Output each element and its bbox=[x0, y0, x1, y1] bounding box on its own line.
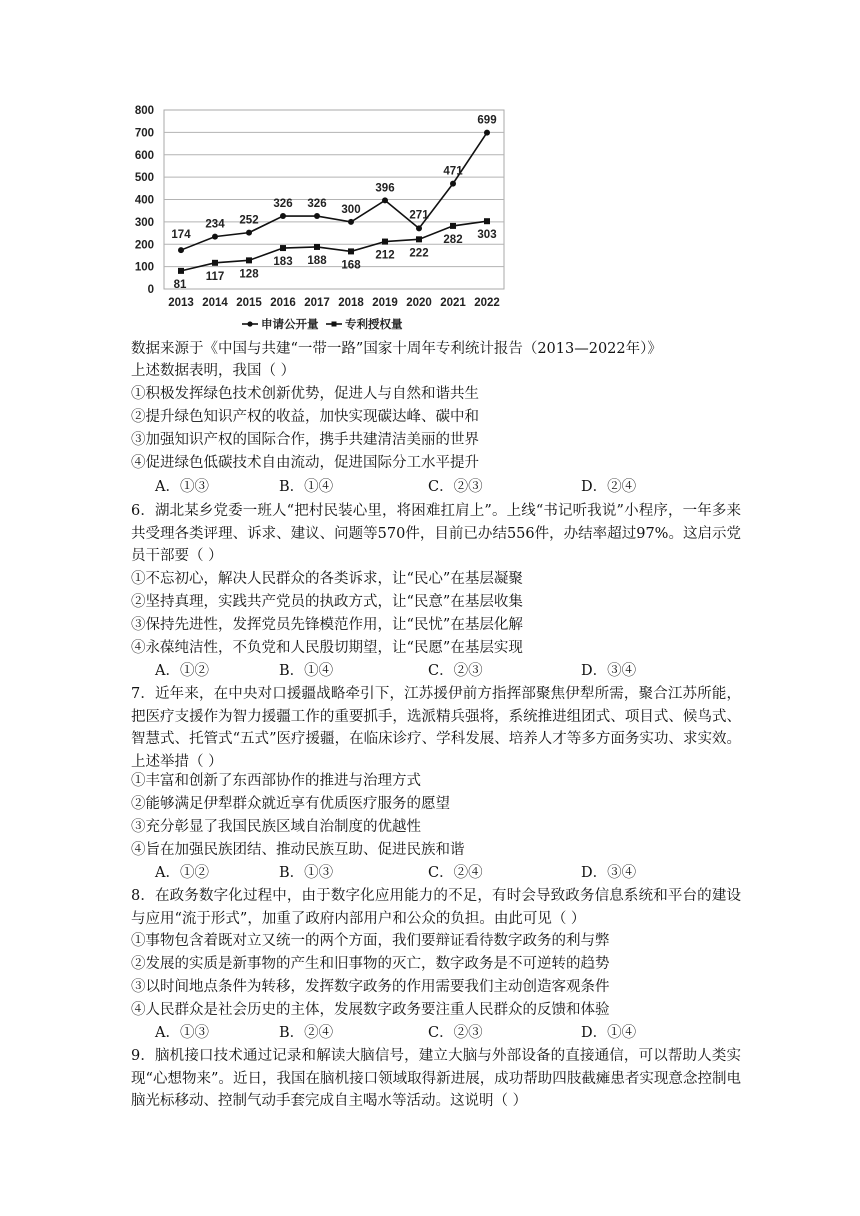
x-tick-label: 2022 bbox=[474, 297, 500, 309]
data-label: 174 bbox=[171, 229, 191, 242]
q7-stem: 7．近年来，在中央对口援疆战略牵引下，江苏援伊前方指挥部聚焦伊犁所需，聚合江苏所能，把医疗支援作为智力援疆工作的重要抓手，选派精兵强将，系统推进组团式、项目式、候鸟式、智慧式、托管式“五式”医疗援疆，在临床诊疗、学科发展、培养人才等多方面务实功、求实效。上述举措（ ） bbox=[131, 686, 741, 770]
data-point bbox=[484, 218, 490, 224]
q5-item-4: ④促进绿色低碳技术自由流动，促进国际分工水平提升 bbox=[131, 455, 479, 471]
data-point bbox=[178, 247, 184, 253]
series-line-1 bbox=[181, 133, 487, 250]
q5-item-2: ②提升绿色知识产权的收益，加快实现碳达峰、碳中和 bbox=[131, 409, 479, 425]
legend-marker bbox=[247, 321, 252, 326]
q6-option-d[interactable]: D．③④ bbox=[581, 663, 637, 679]
data-point bbox=[348, 219, 354, 225]
legend-label: 专利授权量 bbox=[345, 319, 403, 331]
q8-item-2: ②发展的实质是新事物的产生和旧事物的灭亡，数字政务是不可逆转的趋势 bbox=[131, 956, 610, 972]
patent-line-chart bbox=[128, 100, 508, 332]
q6-item-3: ③保持先进性，发挥党员先锋模范作用，让“民忧”在基层化解 bbox=[131, 617, 523, 633]
data-label: 300 bbox=[341, 203, 361, 216]
x-tick-label: 2018 bbox=[338, 297, 364, 309]
x-tick-label: 2019 bbox=[372, 297, 398, 309]
chart-legend bbox=[242, 317, 403, 331]
data-point bbox=[348, 248, 354, 254]
data-point bbox=[382, 197, 388, 203]
y-tick-label: 700 bbox=[134, 127, 154, 140]
data-label: 326 bbox=[307, 198, 327, 211]
chart-source: 数据来源于《中国与共建“一带一路”国家十周年专利统计报告（2013—2022年）》 bbox=[131, 341, 662, 357]
data-label: 471 bbox=[443, 165, 463, 178]
y-tick-label: 300 bbox=[134, 216, 154, 229]
data-point bbox=[280, 213, 286, 219]
data-label: 282 bbox=[443, 233, 463, 246]
q6-item-1: ①不忘初心，解决人民群众的各类诉求，让“民心”在基层凝聚 bbox=[131, 571, 523, 587]
x-tick-label: 2021 bbox=[440, 297, 466, 309]
q8-option-a[interactable]: A．①③ bbox=[155, 1025, 209, 1041]
x-tick-label: 2020 bbox=[406, 297, 432, 309]
data-label: 81 bbox=[173, 278, 187, 291]
q6-stem: 6．湖北某乡党委一班人“把村民装心里，将困难扛肩上”。上线“书记听我说”小程序，一年多来共受理各类评理、诉求、建议、问题等570件，目前已办结556件，办结率超过97%。这启示党员干部要（ ） bbox=[131, 503, 741, 564]
q5-item-3: ③加强知识产权的国际合作，携手共建清洁美丽的世界 bbox=[131, 432, 479, 448]
q7-item-4: ④旨在加强民族团结、推动民族互助、促进民族和谐 bbox=[131, 842, 465, 858]
x-tick-label: 2017 bbox=[304, 297, 330, 309]
data-label: 303 bbox=[477, 229, 497, 242]
data-label: 326 bbox=[273, 198, 293, 211]
data-point bbox=[450, 223, 456, 229]
q6-item-4: ④永葆纯洁性，不负党和人民殷切期望，让“民愿”在基层实现 bbox=[131, 640, 523, 656]
q7-item-3: ③充分彰显了我国民族区域自治制度的优越性 bbox=[131, 819, 421, 835]
y-tick-label: 100 bbox=[134, 261, 154, 274]
q8-item-1: ①事物包含着既对立又统一的两个方面，我们要辩证看待数字政务的利与弊 bbox=[131, 933, 610, 949]
x-axis-ticks bbox=[168, 297, 500, 309]
q9-stem: 9．脑机接口技术通过记录和解读大脑信号，建立大脑与外部设备的直接通信，可以帮助人类实现“心想物来”。近日，我国在脑机接口领域取得新进展，成功帮助四肢截瘫患者实现意念控制电脑光标移动、控制气动手套完成自主喝水等活动。这说明（ ） bbox=[131, 1048, 741, 1109]
q6-option-a[interactable]: A．①② bbox=[155, 663, 209, 679]
q8-option-b[interactable]: B．②④ bbox=[279, 1025, 334, 1041]
y-tick-label: 500 bbox=[134, 172, 154, 185]
q8-stem: 8．在政务数字化过程中，由于数字化应用能力的不足，有时会导致政务信息系统和平台的建设与应用“流于形式”，加重了政府内部用户和公众的负担。由此可见（ ） bbox=[131, 888, 741, 927]
legend-marker bbox=[332, 322, 337, 327]
q5-stem: 上述数据表明，我国（ ） bbox=[131, 363, 296, 379]
data-point bbox=[246, 257, 252, 263]
q8-option-d[interactable]: D．①④ bbox=[581, 1025, 637, 1041]
data-label: 212 bbox=[375, 249, 395, 262]
data-point bbox=[280, 245, 286, 251]
x-tick-label: 2015 bbox=[236, 297, 262, 309]
q6-item-2: ②坚持真理，实践共产党员的执政方式，让“民意”在基层收集 bbox=[131, 594, 523, 610]
data-label: 396 bbox=[375, 182, 395, 195]
q7-option-a[interactable]: A．①② bbox=[155, 865, 209, 881]
q8-item-3: ③以时间地点条件为转移，发挥数字政务的作用需要我们主动创造客观条件 bbox=[131, 979, 610, 995]
data-label: 271 bbox=[409, 209, 429, 222]
data-label: 222 bbox=[409, 247, 429, 260]
data-label: 252 bbox=[239, 214, 259, 227]
data-label: 128 bbox=[239, 268, 259, 281]
y-tick-label: 0 bbox=[147, 284, 154, 296]
q7-option-b[interactable]: B．①③ bbox=[279, 865, 334, 881]
data-point bbox=[450, 181, 456, 187]
q8-option-c[interactable]: C．②③ bbox=[428, 1025, 483, 1041]
q7-item-1: ①丰富和创新了东西部协作的推进与治理方式 bbox=[131, 773, 421, 789]
data-label: 234 bbox=[205, 218, 225, 231]
chart-series bbox=[171, 115, 496, 291]
data-label: 188 bbox=[307, 254, 327, 267]
data-point bbox=[314, 244, 320, 250]
data-point bbox=[212, 260, 218, 266]
data-point bbox=[178, 268, 184, 274]
data-point bbox=[382, 239, 388, 245]
q7-item-2: ②能够满足伊犁群众就近享有优质医疗服务的愿望 bbox=[131, 796, 450, 812]
q5-option-c[interactable]: C．②③ bbox=[428, 479, 483, 495]
q5-option-a[interactable]: A．①③ bbox=[155, 479, 209, 495]
legend-label: 申请公开量 bbox=[261, 319, 319, 331]
data-point bbox=[314, 213, 320, 219]
data-point bbox=[212, 234, 218, 240]
data-point bbox=[416, 236, 422, 242]
y-tick-label: 400 bbox=[134, 194, 154, 207]
q5-option-d[interactable]: D．②④ bbox=[581, 479, 637, 495]
data-point bbox=[416, 225, 422, 231]
x-tick-label: 2016 bbox=[270, 297, 296, 309]
q6-option-b[interactable]: B．①④ bbox=[279, 663, 334, 679]
data-label: 168 bbox=[341, 259, 361, 272]
y-tick-label: 200 bbox=[134, 239, 154, 252]
q5-option-b[interactable]: B．①④ bbox=[279, 479, 334, 495]
x-tick-label: 2013 bbox=[168, 297, 194, 309]
data-point bbox=[484, 130, 490, 136]
q7-option-d[interactable]: D．③④ bbox=[581, 865, 637, 881]
data-point bbox=[246, 230, 252, 236]
q6-option-c[interactable]: C．②③ bbox=[428, 663, 483, 679]
data-label: 183 bbox=[273, 256, 293, 269]
q8-item-4: ④人民群众是社会历史的主体，发展数字政务要注重人民群众的反馈和体验 bbox=[131, 1002, 610, 1018]
data-label: 117 bbox=[205, 270, 225, 283]
y-tick-label: 800 bbox=[134, 105, 154, 117]
q7-option-c[interactable]: C．②④ bbox=[428, 865, 483, 881]
x-tick-label: 2014 bbox=[202, 297, 228, 309]
y-tick-label: 600 bbox=[134, 149, 154, 162]
q5-item-1: ①积极发挥绿色技术创新优势，促进人与自然和谐共生 bbox=[131, 386, 479, 402]
y-axis-ticks bbox=[135, 105, 154, 296]
data-label: 699 bbox=[477, 114, 497, 127]
